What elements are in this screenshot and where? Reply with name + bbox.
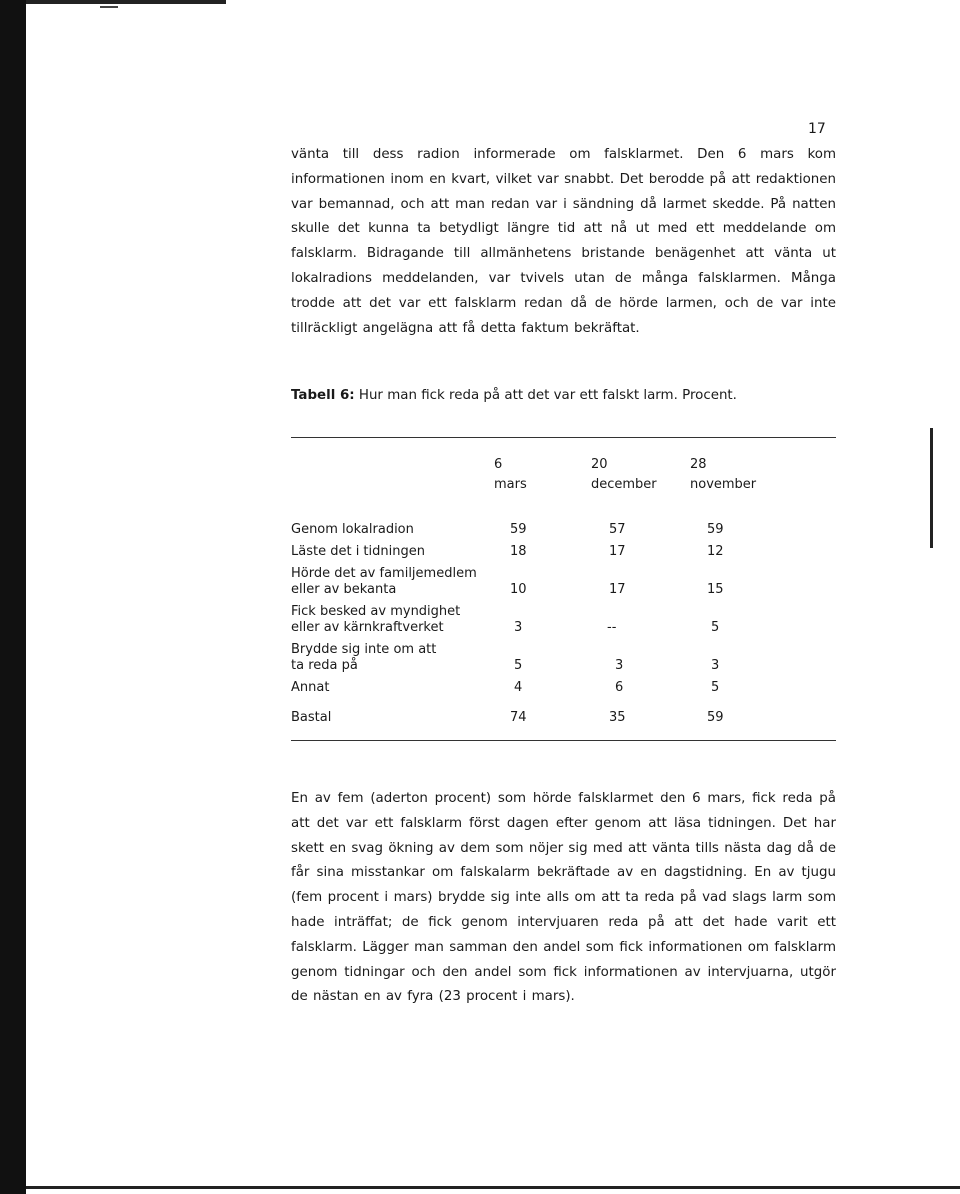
scan-artifact-right-mark [930, 428, 933, 548]
table-row-label: Fick besked av myndighet eller av kärnkraftverket [291, 604, 461, 635]
table-caption-text: Hur man fick reda på att det var ett falskt larm. Procent. [354, 388, 737, 403]
table-cell: 5 [514, 658, 523, 673]
table-cell: 74 [510, 710, 527, 725]
table-row-label: Brydde sig inte om att ta reda på [291, 642, 437, 673]
table-cell: 18 [510, 544, 527, 559]
column-header-line2: december [591, 477, 657, 492]
table-cell: 15 [707, 582, 724, 597]
table-cell: 17 [609, 582, 626, 597]
column-header-line1: 6 [494, 457, 503, 472]
column-header-line2: mars [494, 477, 527, 492]
table-cell: 57 [609, 522, 626, 537]
body-paragraph-1: vänta till dess radion informerade om falsklarmet. Den 6 mars kom informationen inom en kvart, vilket var snabbt. Det berodde på att redaktionen var bemannad, och att man redan var i sändning då larmet skedde. På natten skulle det kunna ta betydligt längre tid att nå ut med ett meddelande om falsklarm. Bidragande till allmänhetens bristande benägenhet att vänta ut lokalradions meddelanden, var tvivels utan de många falsklarmen. Många trodde att det var ett falsklarm redan då de hörde larmen, och de var inte tillräckligt angelägna att få detta faktum bekräftat. [291, 147, 836, 336]
table-cell: 3 [514, 620, 523, 635]
table-cell: 12 [707, 544, 724, 559]
scan-artifact-bottom [26, 1186, 960, 1189]
scan-artifact-top [26, 0, 226, 4]
table-row-label: Annat [291, 680, 330, 695]
table-cell: 5 [711, 620, 720, 635]
table-top-rule [291, 437, 836, 438]
table-cell: 3 [711, 658, 720, 673]
table-cell: 59 [707, 710, 724, 725]
table-caption [291, 388, 737, 403]
column-header-line1: 28 [690, 457, 707, 472]
column-header-line1: 20 [591, 457, 608, 472]
table-cell: 4 [514, 680, 523, 695]
table-cell: 6 [615, 680, 624, 695]
table-cell: 17 [609, 544, 626, 559]
table-row-label: Hörde det av familjemedlem eller av bekanta [291, 566, 477, 597]
body-paragraph-2: En av fem (aderton procent) som hörde falsklarmet den 6 mars, fick reda på att det var ett falsklarm först dagen efter genom att läsa tidningen. Det har skett en svag ökning av dem som nöjer sig med att vänta tills nästa dag då de får sina misstankar om falskalarm bekräftade av en dagstidning. En av tjugu (fem procent i mars) brydde sig inte alls om att ta reda på vad slags larm som hade inträffat; de fick genom intervjuaren reda på att det hade varit ett falsklarm. Lägger man samman den andel som fick informationen om falsklarm genom tidningar och den andel som fick informationen av intervjuarna, utgör de nästan en av fyra (23 procent i mars). [291, 791, 836, 1005]
table-caption-label: Tabell 6: [291, 388, 355, 403]
column-header-28-november [690, 455, 756, 495]
table-cell: 3 [615, 658, 624, 673]
table-cell: 35 [609, 710, 626, 725]
table-row-label: Läste det i tidningen [291, 544, 425, 559]
table-bottom-rule [291, 740, 836, 741]
column-header-20-december [591, 455, 657, 495]
table-row-label: Genom lokalradion [291, 522, 414, 537]
table-cell: -- [607, 620, 617, 635]
scan-binding-edge [0, 0, 26, 1194]
table-row-label: Bastal [291, 710, 332, 725]
table-cell: 10 [510, 582, 527, 597]
column-header-6-mars [494, 455, 527, 495]
table-cell: 5 [711, 680, 720, 695]
page-number: 17 [808, 121, 826, 137]
table-cell: 59 [510, 522, 527, 537]
scan-artifact-top-mark [100, 6, 118, 8]
column-header-line2: november [690, 477, 757, 492]
table-cell: 59 [707, 522, 724, 537]
